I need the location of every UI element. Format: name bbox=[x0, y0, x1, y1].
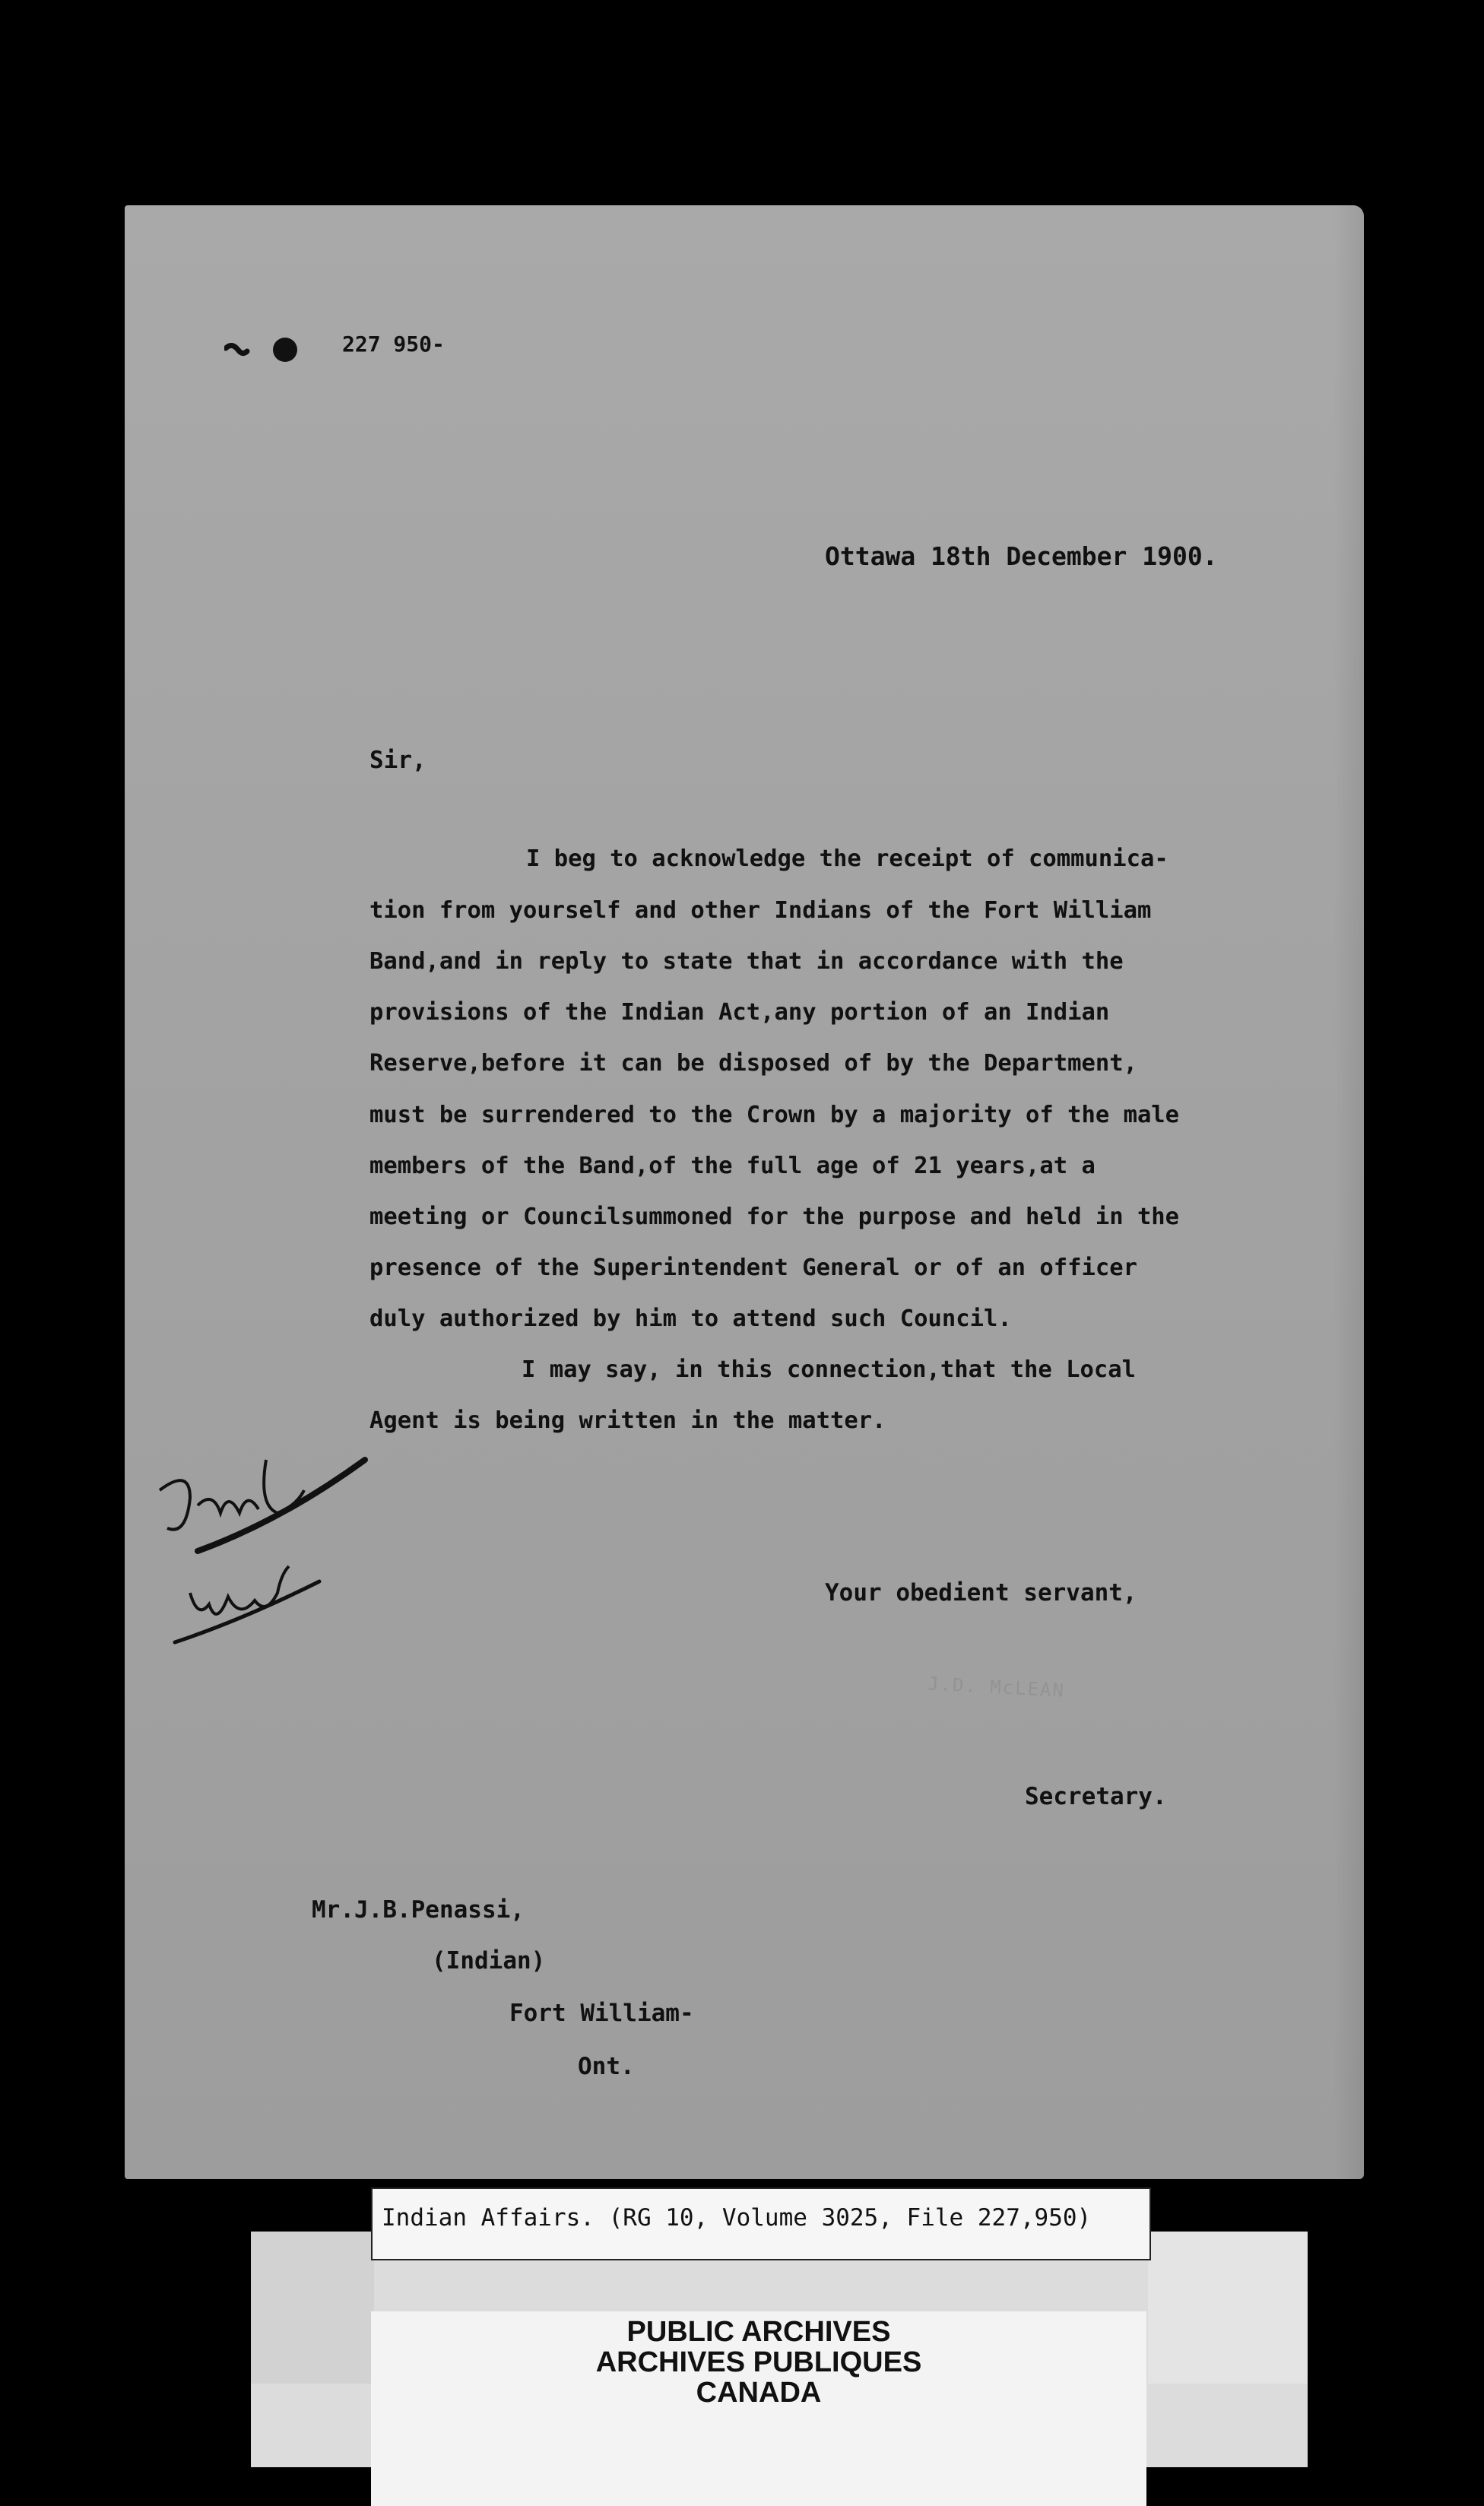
body-line: Agent is being written in the matter. bbox=[369, 1407, 886, 1434]
body-line: presence of the Superintendent General or of an officer bbox=[369, 1255, 1137, 1281]
body-line: I may say, in this connection,that the Local bbox=[522, 1356, 1136, 1383]
closing: Your obedient servant, bbox=[825, 1579, 1137, 1607]
body-line: I beg to acknowledge the receipt of communica- bbox=[526, 845, 1168, 872]
letter-page bbox=[125, 205, 1364, 2179]
file-marks-icon bbox=[224, 335, 316, 365]
archives-card-tab bbox=[1148, 2232, 1308, 2384]
dateline: Ottawa 18th December 1900. bbox=[825, 541, 1218, 571]
reference-slip bbox=[371, 2187, 1151, 2260]
signature-stamp: J.D. McLEAN bbox=[927, 1673, 1066, 1702]
file-number: 227 950- bbox=[342, 331, 445, 357]
body-line: Reserve,before it can be disposed of by the Department, bbox=[369, 1050, 1137, 1077]
signature-title: Secretary. bbox=[1025, 1783, 1167, 1810]
body-line: Band,and in reply to state that in accordance with the bbox=[369, 948, 1124, 975]
addressee-line: Mr.J.B.Penassi, bbox=[312, 1896, 525, 1924]
archives-line: PUBLIC ARCHIVES bbox=[626, 2316, 891, 2348]
body-line: duly authorized by him to attend such Council. bbox=[369, 1305, 1012, 1332]
addressee-line: Ont. bbox=[578, 2053, 635, 2080]
body-line: tion from yourself and other Indians of the Fort William bbox=[369, 897, 1152, 924]
addressee-line: Fort William- bbox=[509, 2000, 694, 2027]
body-line: must be surrendered to the Crown by a majority of the male bbox=[369, 1102, 1180, 1128]
handwritten-initials-icon bbox=[144, 1445, 388, 1673]
body-line: provisions of the Indian Act,any portion of an Indian bbox=[369, 999, 1110, 1026]
body-line: members of the Band,of the full age of 21 years,at a bbox=[369, 1153, 1096, 1179]
body-line: meeting or Councilsummoned for the purpose and held in the bbox=[369, 1204, 1180, 1230]
archives-line: CANADA bbox=[696, 2377, 822, 2409]
archives-line: ARCHIVES PUBLIQUES bbox=[595, 2346, 922, 2378]
reference-slip-text: Indian Affairs. (RG 10, Volume 3025, File 227,950) bbox=[382, 2204, 1092, 2232]
salutation: Sir, bbox=[369, 747, 426, 774]
archives-card-tab bbox=[251, 2232, 374, 2384]
addressee-line: (Indian) bbox=[432, 1947, 546, 1975]
